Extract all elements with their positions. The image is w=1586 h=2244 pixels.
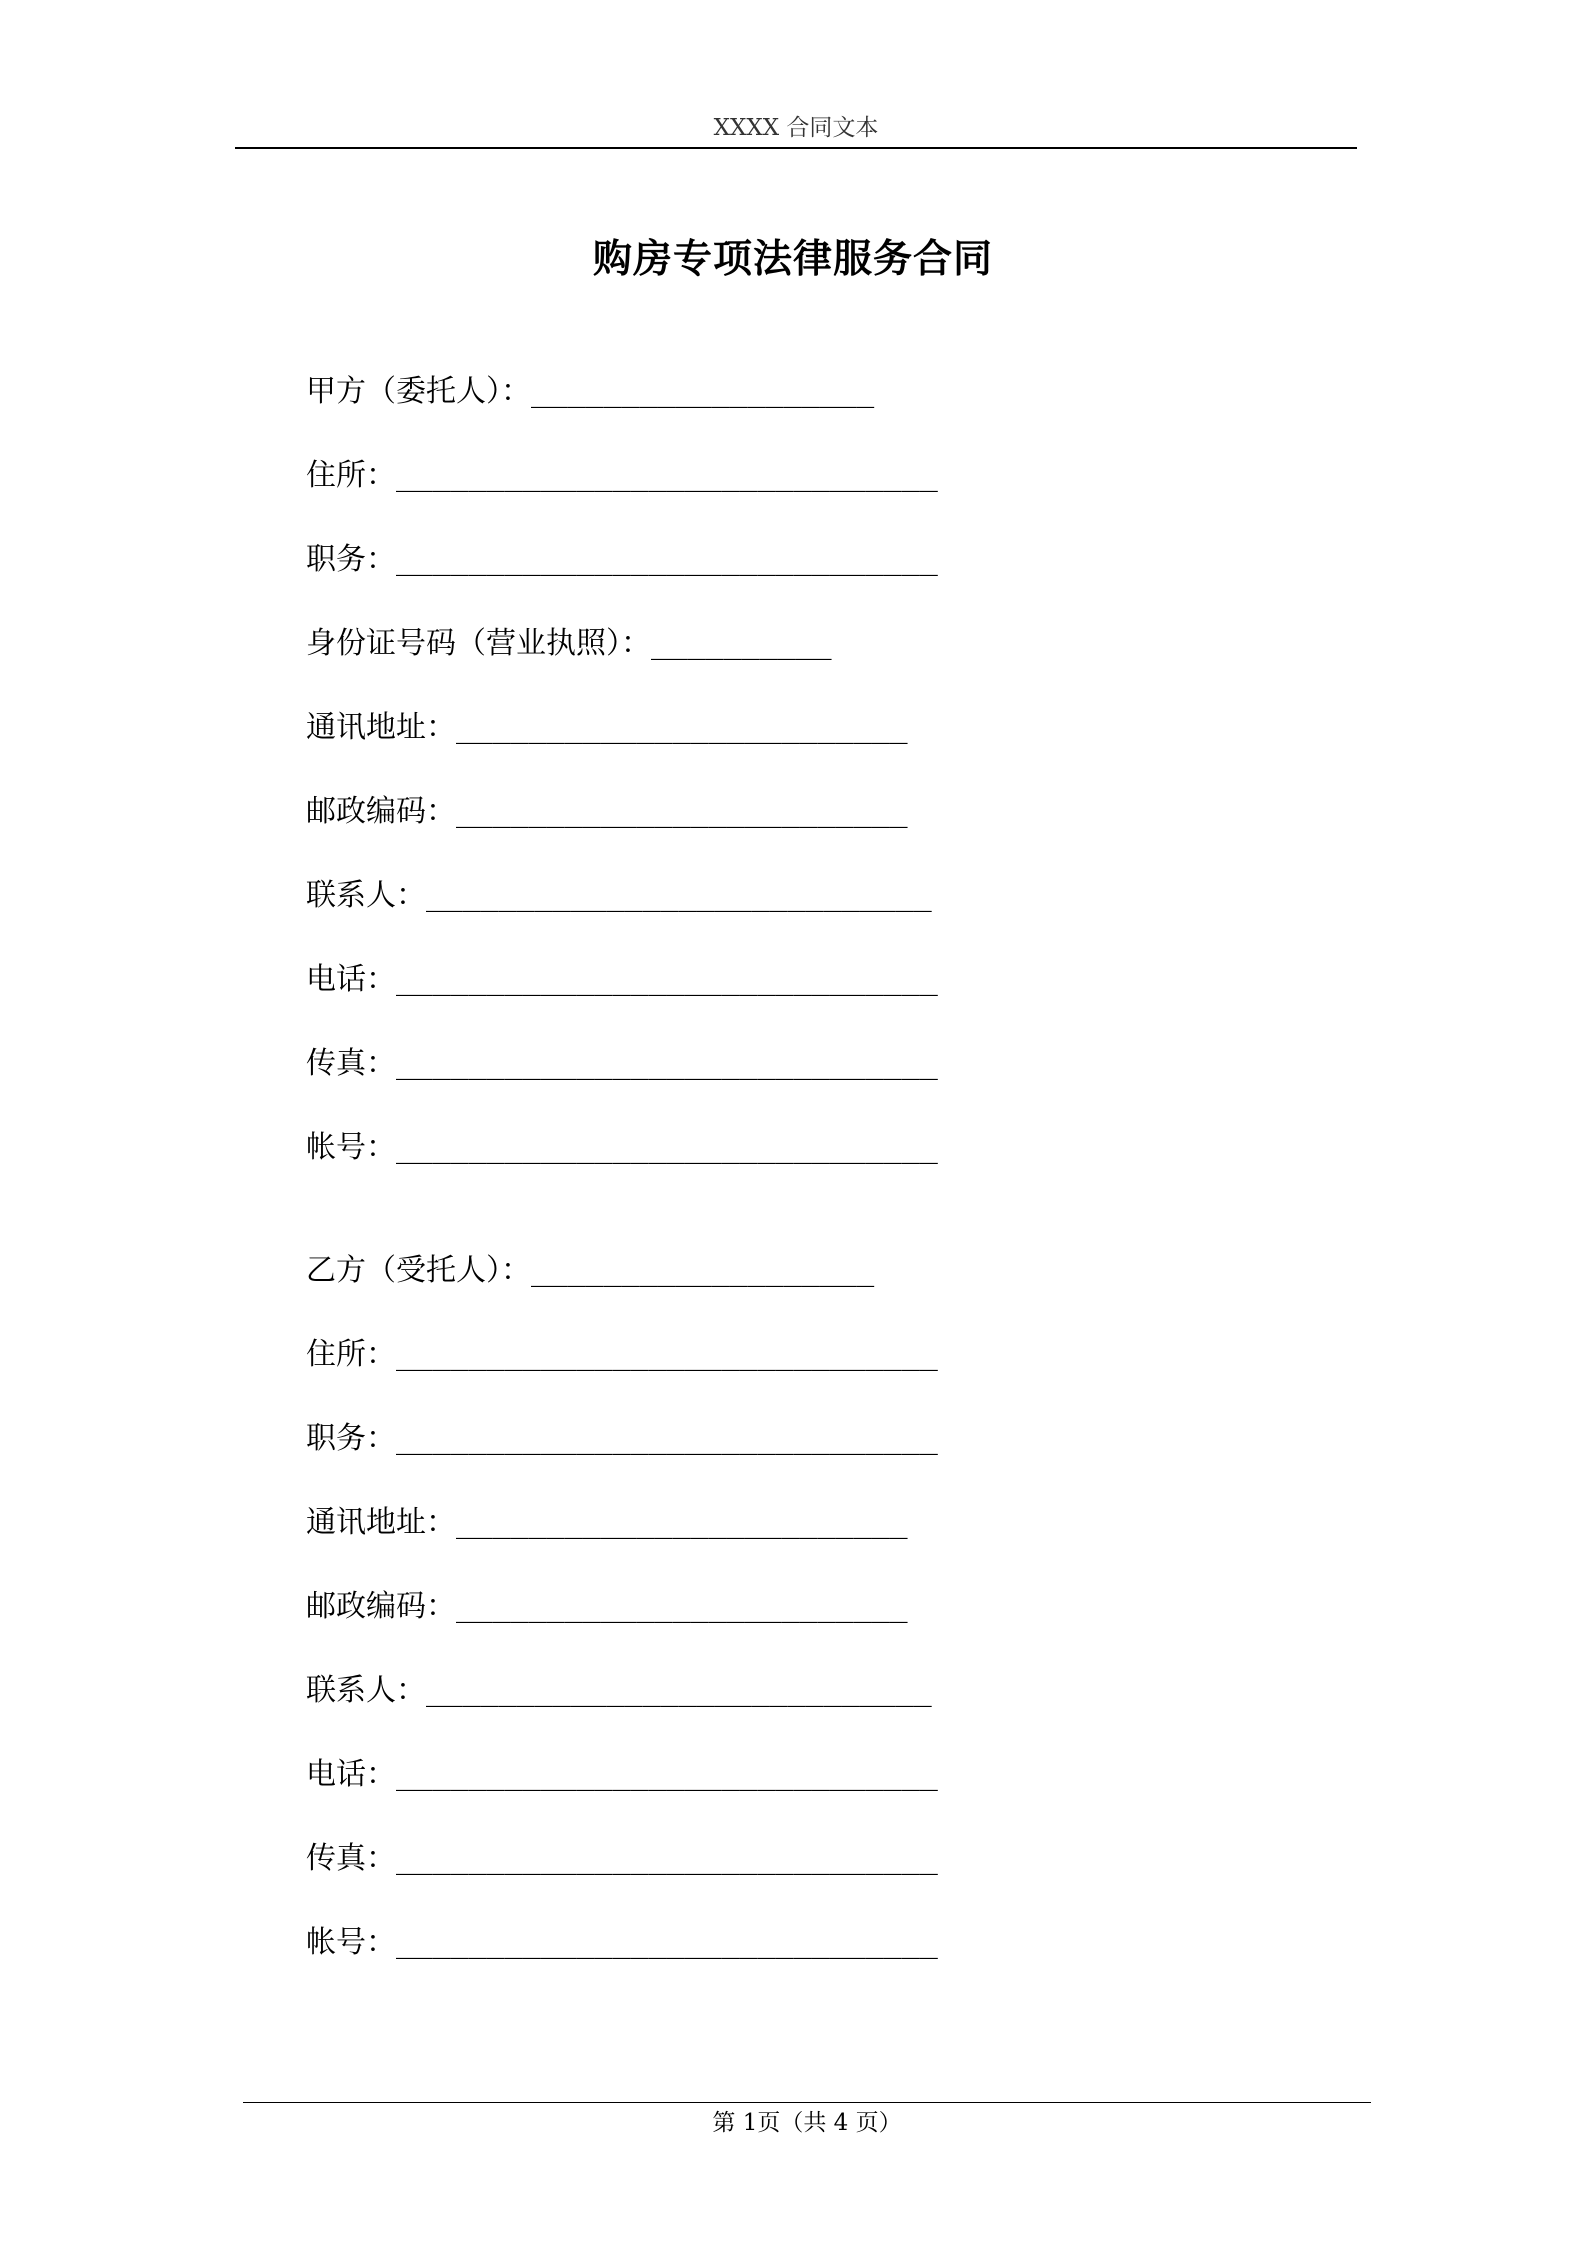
party-b-section — [306, 1241, 1206, 1997]
fill-in-blank[interactable]: ______________________________ — [396, 1337, 938, 1372]
document-title: 购房专项法律服务合同 — [592, 237, 993, 282]
party-a-fax-field — [306, 1034, 1206, 1118]
field-label: 通讯地址： — [306, 710, 456, 745]
party-a-name-field — [306, 362, 1206, 446]
party-b-name-field — [306, 1241, 1206, 1325]
fill-in-blank[interactable]: ______________________________ — [396, 1925, 938, 1960]
fill-in-blank[interactable]: ______________________________ — [396, 1841, 938, 1876]
party-a-postal-code-field — [306, 782, 1206, 866]
fill-in-blank[interactable]: _________________________ — [456, 1589, 908, 1624]
fill-in-blank[interactable]: ______________________________ — [396, 1130, 938, 1165]
field-label: 电话： — [306, 962, 396, 997]
party-a-id-number-field — [306, 614, 1206, 698]
fill-in-blank[interactable]: _________________________ — [456, 794, 908, 829]
field-label: 住所： — [306, 458, 396, 493]
field-label: 帐号： — [306, 1130, 396, 1165]
fill-in-blank[interactable]: __________ — [651, 626, 832, 661]
field-label: 职务： — [306, 542, 396, 577]
fill-in-blank[interactable]: ______________________________ — [396, 1757, 938, 1792]
party-a-address-field — [306, 446, 1206, 530]
party-a-position-field — [306, 530, 1206, 614]
header-divider — [235, 147, 1357, 149]
field-label: 联系人： — [306, 878, 426, 913]
page-number: 第 1页（共 4 页） — [712, 2110, 902, 2136]
party-a-phone-field — [306, 950, 1206, 1034]
field-label: 住所： — [306, 1337, 396, 1372]
fill-in-blank[interactable]: ______________________________ — [396, 542, 938, 577]
footer-divider — [243, 2102, 1371, 2103]
fill-in-blank[interactable]: ______________________________ — [396, 1421, 938, 1456]
field-label: 职务： — [306, 1421, 396, 1456]
field-label: 甲方（委托人）： — [306, 374, 531, 409]
fill-in-blank[interactable]: _________________________ — [456, 1505, 908, 1540]
field-label: 传真： — [306, 1841, 396, 1876]
field-label: 联系人： — [306, 1673, 426, 1708]
fill-in-blank[interactable]: ______________________________ — [396, 458, 938, 493]
party-b-address-field — [306, 1325, 1206, 1409]
party-b-postal-code-field — [306, 1577, 1206, 1661]
party-b-mailing-address-field — [306, 1493, 1206, 1577]
field-label: 电话： — [306, 1757, 396, 1792]
fill-in-blank[interactable]: ___________________ — [531, 374, 875, 409]
party-b-position-field — [306, 1409, 1206, 1493]
field-label: 传真： — [306, 1046, 396, 1081]
party-a-mailing-address-field — [306, 698, 1206, 782]
fill-in-blank[interactable]: ______________________________ — [396, 1046, 938, 1081]
field-label: 通讯地址： — [306, 1505, 456, 1540]
party-a-section — [306, 362, 1206, 1202]
party-a-account-field — [306, 1118, 1206, 1202]
party-b-phone-field — [306, 1745, 1206, 1829]
fill-in-blank[interactable]: _________________________ — [456, 710, 908, 745]
field-label: 邮政编码： — [306, 794, 456, 829]
fill-in-blank[interactable]: ____________________________ — [426, 878, 932, 913]
party-b-fax-field — [306, 1829, 1206, 1913]
party-a-contact-field — [306, 866, 1206, 950]
field-label: 邮政编码： — [306, 1589, 456, 1624]
page-header: XXXX 合同文本 — [713, 115, 879, 141]
party-b-contact-field — [306, 1661, 1206, 1745]
fill-in-blank[interactable]: ______________________________ — [396, 962, 938, 997]
fill-in-blank[interactable]: ____________________________ — [426, 1673, 932, 1708]
field-label: 身份证号码（营业执照）： — [306, 626, 651, 661]
field-label: 帐号： — [306, 1925, 396, 1960]
party-b-account-field — [306, 1913, 1206, 1997]
fill-in-blank[interactable]: ___________________ — [531, 1253, 875, 1288]
field-label: 乙方（受托人）： — [306, 1253, 531, 1288]
